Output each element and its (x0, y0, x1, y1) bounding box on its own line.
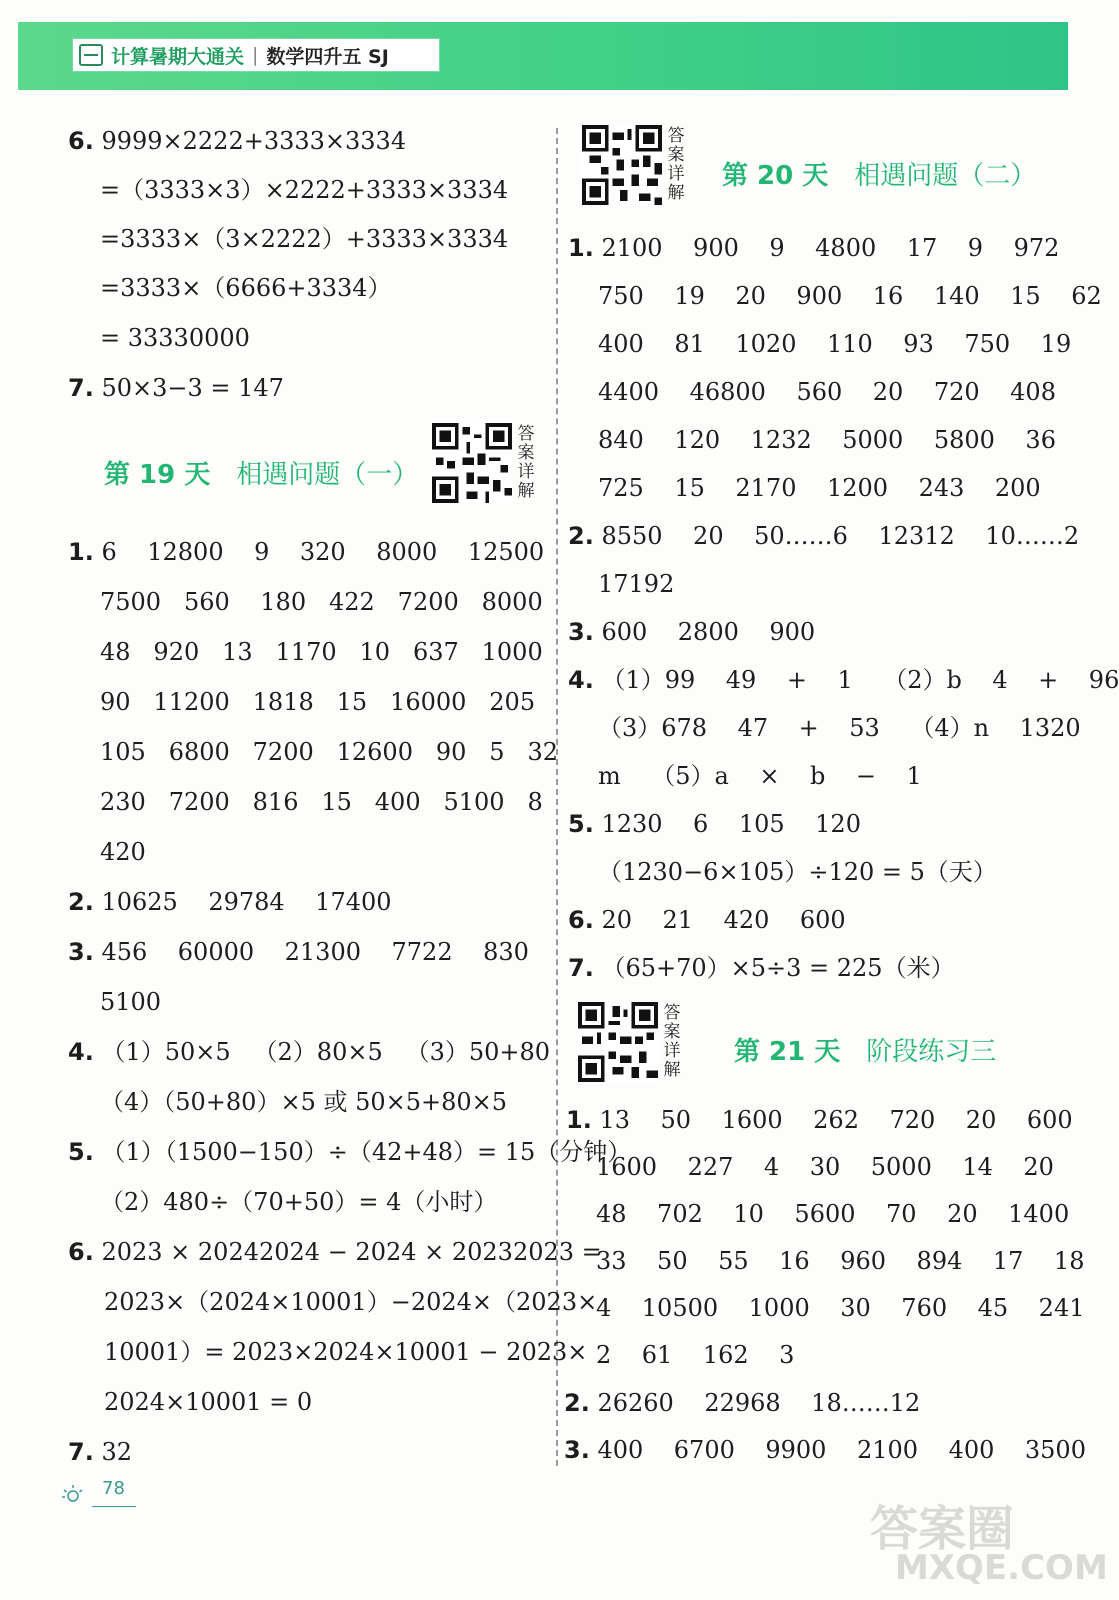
page-number: 78 (102, 1478, 125, 1499)
answer-line: 7500 560 180 422 7200 8000 (100, 588, 543, 616)
answer-line: 6. 2023 × 20242024 − 2024 × 20232023 = (68, 1238, 602, 1266)
answer-line: 5100 (100, 988, 162, 1016)
answer-line: 1. 2100 900 9 4800 17 9 972 (568, 234, 1060, 262)
answer-line: 2024×10001 = 0 (104, 1388, 313, 1416)
qr-caption: 答 案 详 解 (667, 126, 685, 203)
answer-line: 420 (100, 838, 146, 866)
book-subtitle: 数学四升五 SJ (266, 45, 389, 68)
section-title-day20: 第 20 天 相遇问题（二） (722, 161, 1037, 191)
answer-line: 1600 227 4 30 5000 14 20 (596, 1153, 1054, 1181)
answer-line: m （5）a × b − 1 (598, 762, 922, 790)
answer-line: 48 920 13 1170 10 637 1000 (100, 638, 543, 666)
answer-line: 4. （1）50×5 （2）80×5 （3）50+80 (68, 1038, 551, 1066)
qr-caption: 答 案 详 解 (663, 1003, 681, 1080)
answer-line: 105 6800 7200 12600 90 5 32 (100, 738, 558, 766)
qr-caption: 答 案 详 解 (517, 424, 535, 501)
footer-rule (92, 1506, 136, 1507)
qr-code-icon[interactable] (432, 423, 512, 503)
answer-line: 6. 9999×2222+3333×3334 (68, 127, 407, 155)
answer-line: = 33330000 (100, 324, 250, 352)
answer-line: （1230−6×105）÷120 = 5（天） (598, 858, 997, 886)
answer-line: 2. 8550 20 50……6 12312 10……2 (568, 522, 1080, 550)
answer-line: 750 19 20 900 16 140 15 62 (598, 282, 1102, 310)
answer-line: 33 50 55 16 960 894 17 18 (596, 1247, 1085, 1275)
qr-code-icon[interactable] (582, 125, 662, 205)
answer-line: 3. 400 6700 9900 2100 400 3500 (564, 1436, 1086, 1464)
answer-line: 10001）= 2023×2024×10001 − 2023× (104, 1338, 588, 1366)
book-title: 计算暑期大通关 (111, 45, 245, 68)
header-bar (18, 22, 1068, 90)
answer-line: 400 81 1020 110 93 750 19 (598, 330, 1072, 358)
section-title-day21: 第 21 天 阶段练习三 (734, 1037, 997, 1067)
answer-line: 7. 50×3−3 = 147 (68, 374, 284, 402)
answer-line: 4400 46800 560 20 720 408 (598, 378, 1056, 406)
header-separator: | (252, 44, 259, 66)
answer-line: 48 702 10 5600 70 20 1400 (596, 1200, 1070, 1228)
answer-line: 5. 1230 6 105 120 (568, 810, 861, 838)
answer-line: （4）（50+80）×5 或 50×5+80×5 (100, 1088, 508, 1116)
section-title-day19: 第 19 天 相遇问题（一） (104, 460, 419, 490)
answer-line: 7. 32 (68, 1438, 132, 1466)
answer-line: 1. 6 12800 9 320 8000 12500 (68, 538, 545, 566)
answer-line: 3. 456 60000 21300 7722 830 (68, 938, 529, 966)
answer-line: 4 10500 1000 30 760 45 241 (596, 1294, 1085, 1322)
answer-line: 17192 (598, 570, 675, 598)
answer-line: 4. （1）99 49 + 1 （2）b 4 + 96 (568, 666, 1119, 694)
sun-icon (62, 1484, 84, 1502)
watermark-url: MXQE.COM (895, 1548, 1108, 1588)
book-icon (79, 44, 103, 66)
answer-line: 1. 13 50 1600 262 720 20 600 (566, 1106, 1073, 1134)
qr-code-icon[interactable] (578, 1002, 658, 1082)
answer-line: =3333×（3×2222）+3333×3334 (100, 225, 509, 253)
answer-line: 7. （65+70）×5÷3 = 225（米） (568, 954, 955, 982)
answer-line: =（3333×3）×2222+3333×3334 (100, 176, 509, 204)
answer-line: 2. 26260 22968 18……12 (564, 1389, 921, 1417)
answer-line: 90 11200 1818 15 16000 205 (100, 688, 536, 716)
answer-line: 2023×（2024×10001）−2024×（2023× (104, 1288, 598, 1316)
answer-line: 2. 10625 29784 17400 (68, 888, 392, 916)
answer-line: 725 15 2170 1200 243 200 (598, 474, 1041, 502)
answer-line: 840 120 1232 5000 5800 36 (598, 426, 1056, 454)
answer-line: 5. （1）（1500−150）÷（42+48）= 15（分钟） (68, 1138, 632, 1166)
answer-line: =3333×（6666+3334） (100, 274, 392, 302)
answer-line: （3）678 47 + 53 （4）n 1320 (598, 714, 1081, 742)
answer-line: 230 7200 816 15 400 5100 8 (100, 788, 543, 816)
header-tab (72, 38, 440, 72)
answer-line: （2）480÷（70+50）= 4（小时） (100, 1188, 498, 1216)
answer-line: 2 61 162 3 (596, 1341, 795, 1369)
answer-line: 6. 20 21 420 600 (568, 906, 846, 934)
answer-line: 3. 600 2800 900 (568, 618, 816, 646)
watermark-logo: 答案圈 (870, 1501, 1015, 1557)
